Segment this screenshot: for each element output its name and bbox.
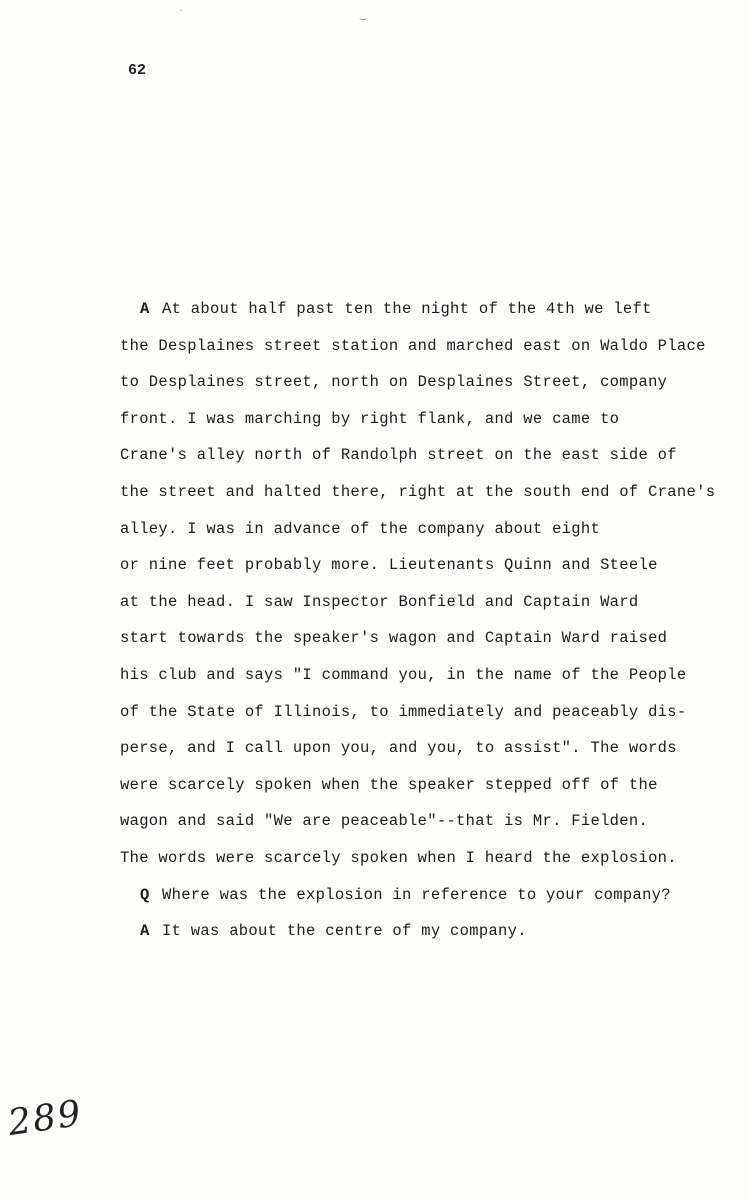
handwritten-page-note: 289 xyxy=(5,1093,86,1144)
text-line xyxy=(120,849,677,867)
speaker-label: A xyxy=(140,300,150,318)
line-text: or nine feet probably more. Lieutenants Quinn and Steele xyxy=(120,556,658,575)
text-line xyxy=(140,922,527,940)
page-number: 62 xyxy=(128,62,147,79)
line-text: At about half past ten the night of the 4th we left xyxy=(162,300,652,318)
line-text: were scarcely spoken when the speaker stepped off of the xyxy=(120,775,658,794)
line-text: The words were scarcely spoken when I heard the explosion. xyxy=(120,849,677,867)
text-line xyxy=(120,703,687,721)
text-line xyxy=(120,593,638,611)
line-text: front. I was marching by right flank, and we came to xyxy=(120,409,620,428)
text-line xyxy=(120,776,658,794)
text-line xyxy=(120,410,619,428)
text-line xyxy=(120,629,667,647)
line-text: Where was the explosion in reference to your company? xyxy=(162,885,671,904)
text-line xyxy=(120,666,687,684)
line-text: at the head. I saw Inspector Bonfield and Captain Ward xyxy=(120,592,639,611)
top-mark-right: ‿ xyxy=(360,11,367,22)
top-mark-left: ` xyxy=(178,10,185,21)
line-text: start towards the speaker's wagon and Captain Ward raised xyxy=(120,629,668,648)
line-text: perse, and I call upon you, and you, to assist". The words xyxy=(120,739,677,758)
line-text: his club and says "I command you, in the name of the People xyxy=(120,666,687,684)
line-text: the Desplaines street station and marched east on Waldo Place xyxy=(120,336,706,355)
line-text: of the State of Illinois, to immediately and peaceably dis- xyxy=(120,702,687,721)
text-line xyxy=(120,446,677,464)
text-line xyxy=(120,373,667,391)
text-line xyxy=(140,300,652,318)
text-line xyxy=(120,520,600,538)
line-text: It was about the centre of my company. xyxy=(162,922,527,941)
line-text: wagon and said "We are peaceable"--that is Mr. Fielden. xyxy=(120,812,649,831)
text-line xyxy=(140,886,671,904)
line-text: alley. I was in advance of the company about eight xyxy=(120,519,601,538)
text-line xyxy=(120,337,706,355)
speaker-label: Q xyxy=(140,885,150,904)
speaker-label: A xyxy=(140,922,150,941)
text-line xyxy=(120,556,658,574)
line-text: Crane's alley north of Randolph street on the east side of xyxy=(120,446,677,465)
text-line xyxy=(120,483,715,501)
text-line xyxy=(120,739,677,757)
line-text: to Desplaines street, north on Desplaines Street, company xyxy=(120,373,668,392)
text-line xyxy=(120,812,648,830)
line-text: the street and halted there, right at the south end of Crane's xyxy=(120,483,716,501)
